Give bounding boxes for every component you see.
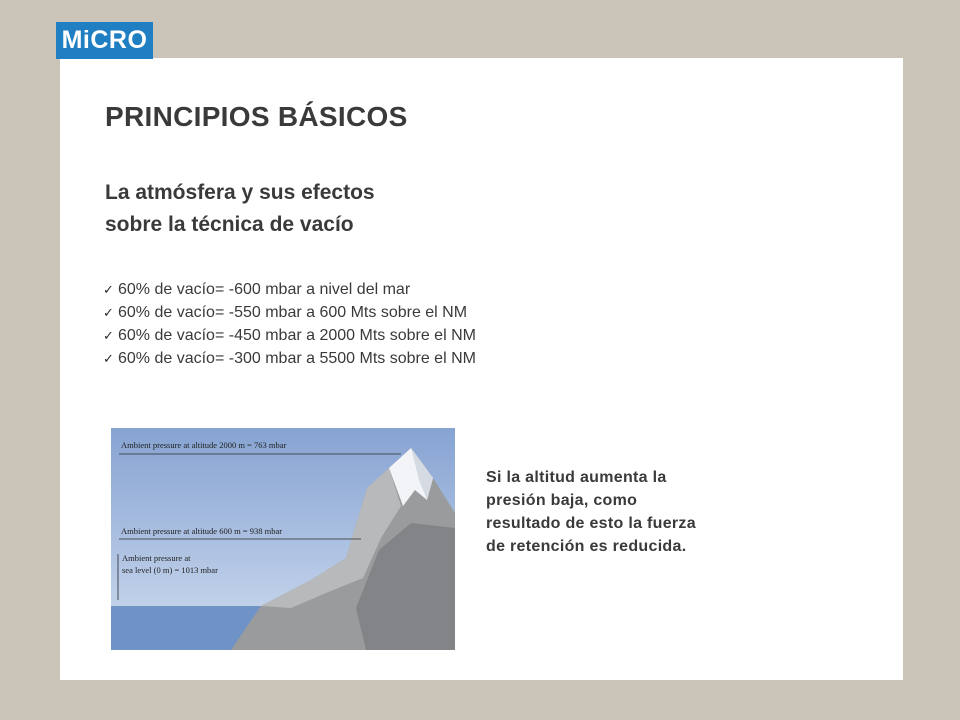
- bullet-list: [103, 278, 476, 370]
- explanation-note: [486, 466, 776, 558]
- bullet-text: 60% de vacío= -550 mbar a 600 Mts sobre el NM: [118, 304, 468, 321]
- label-sea-level-1: Ambient pressure at: [122, 553, 191, 563]
- checkmark-icon: ✓: [103, 351, 114, 366]
- checkmark-icon: ✓: [103, 282, 114, 297]
- subtitle: [105, 177, 375, 241]
- checkmark-icon: ✓: [103, 305, 114, 320]
- subtitle-line-1: La atmósfera y sus efectos: [105, 181, 375, 204]
- note-line-4: de retención es reducida.: [486, 538, 687, 555]
- list-item: [103, 324, 476, 347]
- bullet-text: 60% de vacío= -300 mbar a 5500 Mts sobre el NM: [118, 350, 476, 367]
- bullet-text: 60% de vacío= -600 mbar a nivel del mar: [118, 281, 411, 298]
- list-item: [103, 347, 476, 370]
- note-line-3: resultado de esto la fuerza: [486, 515, 696, 532]
- altitude-pressure-figure: [111, 428, 455, 650]
- page-title: PRINCIPIOS BÁSICOS: [105, 101, 408, 132]
- micro-logo: MiCRO: [56, 22, 153, 59]
- checkmark-icon: ✓: [103, 328, 114, 343]
- subtitle-line-2: sobre la técnica de vacío: [105, 213, 354, 236]
- label-sea-level-2: sea level (0 m) = 1013 mbar: [122, 565, 218, 575]
- list-item: [103, 301, 476, 324]
- label-2000m: Ambient pressure at altitude 2000 m = 763 mbar: [121, 440, 287, 450]
- bullet-text: 60% de vacío= -450 mbar a 2000 Mts sobre el NM: [118, 327, 476, 344]
- list-item: [103, 278, 476, 301]
- label-600m: Ambient pressure at altitude 600 m = 938 mbar: [121, 526, 283, 536]
- note-line-1: Si la altitud aumenta la: [486, 469, 667, 486]
- note-line-2: presión baja, como: [486, 492, 638, 509]
